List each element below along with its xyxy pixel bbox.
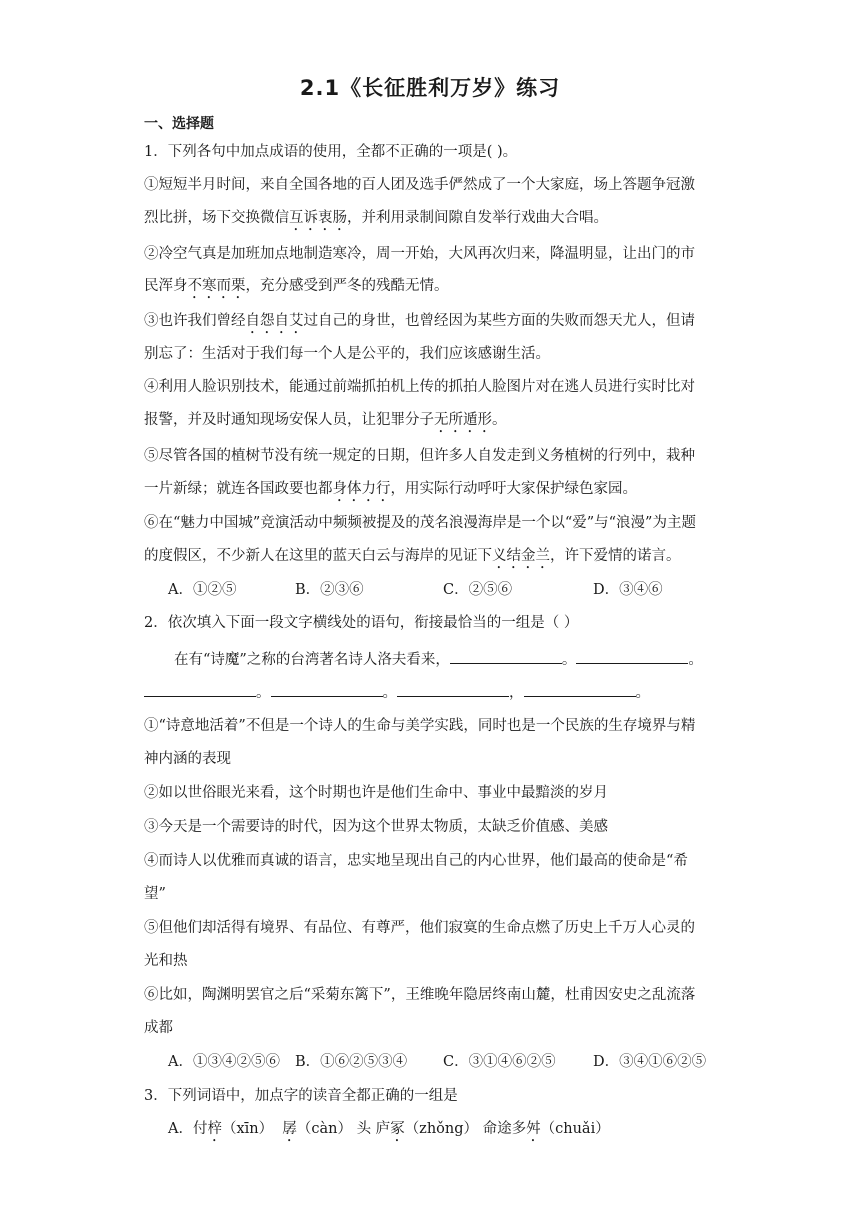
fill-blank-4[interactable]	[271, 682, 383, 697]
dotted-char: 舛	[526, 1121, 541, 1137]
dotted-idiom: 义结金兰	[492, 548, 550, 564]
q2-option-b[interactable]: B．①⑥②⑤③④	[295, 1054, 408, 1070]
text: ，	[509, 685, 524, 701]
fill-blank-2[interactable]	[576, 649, 688, 664]
text: 的度假区，不少新人在这里的蓝天白云与海岸的见证下	[144, 548, 492, 564]
q2-option-a[interactable]: A．①③④②⑤⑥	[168, 1054, 280, 1070]
text: 。	[688, 652, 703, 668]
text: 在有“诗魔”之称的台湾著名诗人洛夫看来，	[174, 652, 450, 668]
q1-sentence-2-line-1: ②冷空气真是加班加点地制造寒冷，周一开始，大风再次归来，降温明显，让出门的市	[144, 246, 695, 262]
q1-option-d[interactable]: D．③④⑥	[593, 582, 663, 598]
q1-sentence-5-line-1: ⑤尽管各国的植树节没有统一规定的日期，但许多人自发走到义务植树的行列中，栽种	[144, 448, 695, 464]
text: 烈比拼，场下交换微信	[144, 210, 289, 226]
q2-item-3: ③今天是一个需要诗的时代，因为这个世界太物质，太缺乏价值感、美感	[144, 819, 608, 835]
q2-option-d[interactable]: D．③④①⑥②⑤	[593, 1054, 707, 1070]
text: ，用实际行动呼吁大家保护绿色家园。	[390, 481, 637, 497]
text: （xīn）	[221, 1121, 274, 1137]
q1-sentence-2-line-2	[144, 276, 724, 302]
q3-option-a[interactable]	[168, 1119, 728, 1145]
text: （chuǎi）	[540, 1121, 610, 1137]
q2-passage-line-2	[144, 682, 724, 703]
dotted-idiom: 身体力行	[332, 481, 391, 497]
text: ，并利用录制间隙自发举行戏曲大合唱。	[347, 210, 608, 226]
fill-blank-3[interactable]	[144, 682, 256, 697]
q2-item-6-line-2: 成都	[144, 1020, 173, 1036]
q1-option-c[interactable]: C．②⑤⑥	[443, 582, 513, 598]
text: 。	[382, 685, 397, 701]
q1-sentence-1-line-1: ①短短半月时间，来自全国各地的百人团及选手俨然成了一个大家庭，场上答题争冠激	[144, 177, 695, 193]
q1-sentence-6-line-1: ⑥在“魅力中国城”竞演活动中频频被提及的茂名浪漫海岸是一个以“爱”与“浪漫”为主题	[144, 515, 696, 531]
dotted-idiom: 不寒而栗	[187, 278, 246, 294]
text: 过自己的身世，也曾经因为某些方面的失败而怨天尤人，但请	[303, 313, 695, 329]
text: 。	[561, 652, 577, 668]
text: ③也许我们曾经	[144, 313, 246, 329]
q2-item-6-line-1: ⑥比如，陶渊明罢官之后“采菊东篱下”，王维晚年隐居终南山麓，杜甫因安史之乱流落	[144, 987, 696, 1003]
q1-sentence-3-line-2: 别忘了：生活对于我们每一个人是公平的，我们应该感谢生活。	[144, 346, 550, 362]
fill-blank-5[interactable]	[397, 682, 509, 697]
q1-sentence-4-line-1: ④利用人脸识别技术，能通过前端抓拍机上传的抓拍人脸图片对在逃人员进行实时比对	[144, 379, 695, 395]
text: 一片新绿；就连各国政要也都	[144, 481, 333, 497]
question-1-stem: 1．下列各句中加点成语的使用，全都不正确的一项是( )。	[144, 144, 518, 160]
dotted-idiom: 无所遁形	[434, 412, 492, 428]
fill-blank-1[interactable]	[450, 649, 562, 664]
q1-option-b[interactable]: B．②③⑥	[295, 582, 364, 598]
text: ，充分感受到严冬的残酷无情。	[245, 278, 449, 294]
text: ，许下爱情的诺言。	[550, 548, 681, 564]
text	[273, 1121, 282, 1137]
q1-sentence-1-line-2	[144, 208, 724, 234]
q1-option-a[interactable]: A．①②⑤	[168, 582, 237, 598]
text: 。	[492, 412, 507, 428]
text: （càn） 头 庐	[296, 1121, 391, 1137]
section-heading: 一、选择题	[144, 116, 214, 132]
q1-sentence-5-line-2	[144, 479, 724, 505]
text: （zhǒng） 命途多	[404, 1121, 527, 1137]
dotted-char: 冢	[390, 1121, 405, 1137]
q2-option-c[interactable]: C．③①④⑥②⑤	[443, 1054, 556, 1070]
dotted-char: 梓	[207, 1121, 222, 1137]
q2-item-1-line-1: ①“诗意地活着”不但是一个诗人的生命与美学实践，同时也是一个民族的生存境界与精	[144, 718, 696, 734]
q2-item-4-line-1: ④而诗人以优雅而真诚的语言，忠实地呈现出自己的内心世界，他们最高的使命是“希	[144, 853, 688, 869]
dotted-idiom: 自怨自艾	[245, 313, 304, 329]
q2-passage-line-1	[174, 649, 734, 670]
q1-sentence-4-line-2	[144, 410, 724, 436]
q2-item-1-line-2: 神内涵的表现	[144, 751, 231, 767]
q2-item-4-line-2: 望”	[144, 886, 166, 902]
q1-sentence-3-line-1	[144, 311, 724, 337]
fill-blank-6[interactable]	[524, 682, 636, 697]
q2-item-5-line-2: 光和热	[144, 953, 188, 969]
question-3-stem: 3．下列词语中，加点字的读音全都正确的一组是	[144, 1088, 458, 1104]
dotted-idiom: 互诉衷肠	[289, 210, 347, 226]
text: 报警，并及时通知现场安保人员，让犯罪分子	[144, 412, 434, 428]
q1-sentence-6-line-2	[144, 546, 724, 572]
text: 民浑身	[144, 278, 188, 294]
q2-item-2: ②如以世俗眼光来看，这个时期也许是他们生命中、事业中最黯淡的岁月	[144, 785, 608, 801]
text: A．付	[168, 1121, 208, 1137]
text: 。	[635, 685, 650, 701]
question-2-stem: 2．依次填入下面一段文字横线处的语句，衔接最恰当的一组是（ ）	[144, 615, 579, 631]
text: 。	[256, 685, 271, 701]
page-title: 2.1《长征胜利万岁》练习	[299, 76, 561, 100]
q2-item-5-line-1: ⑤但他们却活得有境界、有品位、有尊严，他们寂寞的生命点燃了历史上千万人心灵的	[144, 920, 695, 936]
dotted-char: 孱	[282, 1121, 297, 1137]
